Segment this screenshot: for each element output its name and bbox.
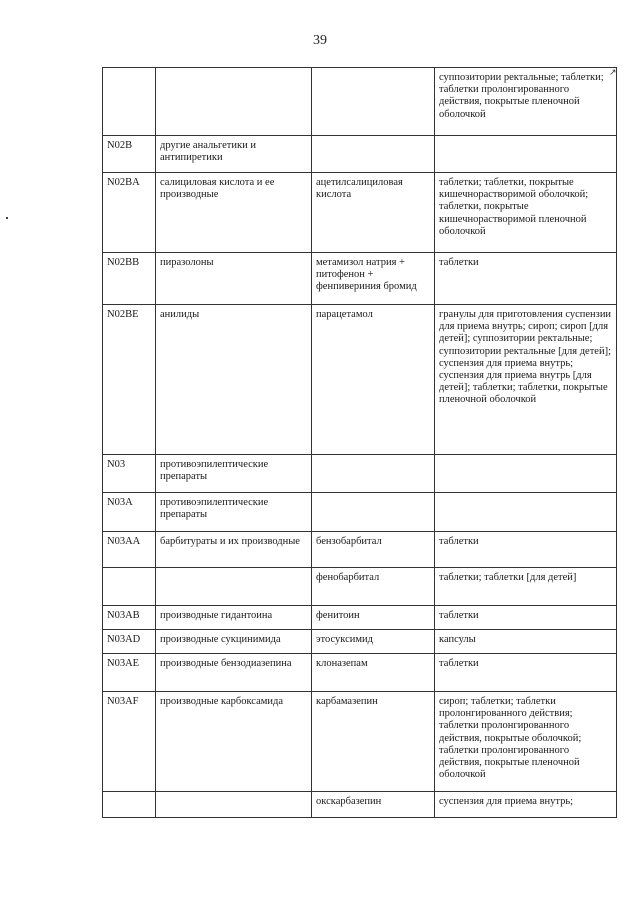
- atc-code-cell: N03AD: [103, 630, 156, 654]
- drug-name-cell: клоназепам: [312, 654, 435, 692]
- drug-name-cell: парацетамол: [312, 305, 435, 455]
- group-cell: производные бензодиазепина: [156, 654, 312, 692]
- dosage-form-cell: таблетки: [435, 532, 617, 568]
- dosage-form-cell: гранулы для приготовления суспензии для приема внутрь; сироп; сироп [для детей]; суппозитории ректальные; суппозитории ректальные [для детей]; суспензия для приема внутрь; суспензия для приема внутрь [для детей]; таблетки; таблетки, покрытые пленочной оболочкой: [435, 305, 617, 455]
- drug-name-cell: фенобарбитал: [312, 568, 435, 606]
- dosage-form-cell: таблетки; таблетки [для детей]: [435, 568, 617, 606]
- scan-speck: [6, 217, 8, 219]
- group-cell: [156, 68, 312, 136]
- table-row: [103, 253, 617, 305]
- drug-name-cell: бензобарбитал: [312, 532, 435, 568]
- drug-name-cell: [312, 68, 435, 136]
- atc-code-cell: N02BA: [103, 173, 156, 253]
- table-row: [103, 568, 617, 606]
- table-row: [103, 455, 617, 493]
- group-cell: анилиды: [156, 305, 312, 455]
- dosage-form-cell: таблетки; таблетки, покрытые кишечнорастворимой оболочкой; таблетки, покрытые кишечнорастворимой пленочной оболочкой: [435, 173, 617, 253]
- drug-name-cell: ацетилсалициловая кислота: [312, 173, 435, 253]
- table-row: [103, 68, 617, 136]
- atc-code-cell: [103, 68, 156, 136]
- atc-code-cell: [103, 792, 156, 818]
- dosage-form-cell: [435, 455, 617, 493]
- group-cell: [156, 568, 312, 606]
- group-cell: производные сукцинимида: [156, 630, 312, 654]
- atc-code-cell: N03: [103, 455, 156, 493]
- table-row: [103, 493, 617, 532]
- group-cell: салициловая кислота и ее производные: [156, 173, 312, 253]
- atc-code-cell: N02BB: [103, 253, 156, 305]
- drug-name-cell: [312, 455, 435, 493]
- page-number: 39: [313, 33, 327, 48]
- table-row: [103, 173, 617, 253]
- atc-code-cell: N03AE: [103, 654, 156, 692]
- atc-code-cell: [103, 568, 156, 606]
- table-row: [103, 606, 617, 630]
- group-cell: [156, 792, 312, 818]
- atc-code-cell: N03AB: [103, 606, 156, 630]
- dosage-form-cell: [435, 493, 617, 532]
- drug-name-cell: метамизол натрия + питофенон + фенпивериния бромид: [312, 253, 435, 305]
- group-cell: противоэпилептические препараты: [156, 455, 312, 493]
- drug-name-cell: окскарбазепин: [312, 792, 435, 818]
- atc-code-cell: N02BE: [103, 305, 156, 455]
- dosage-form-cell: [435, 136, 617, 173]
- group-cell: другие анальгетики и антипиретики: [156, 136, 312, 173]
- drug-name-cell: фенитоин: [312, 606, 435, 630]
- group-cell: пиразолоны: [156, 253, 312, 305]
- scan-mark: ↗: [609, 68, 617, 78]
- table-row: [103, 136, 617, 173]
- dosage-form-cell: сироп; таблетки; таблетки пролонгированного действия; таблетки пролонгированного действия, покрытые оболочкой; таблетки пролонгированного действия, покрытые пленочной оболочкой: [435, 692, 617, 792]
- group-cell: противоэпилептические препараты: [156, 493, 312, 532]
- dosage-form-cell: таблетки: [435, 253, 617, 305]
- group-cell: производные гидантоина: [156, 606, 312, 630]
- drug-name-cell: карбамазепин: [312, 692, 435, 792]
- atc-code-cell: N03AA: [103, 532, 156, 568]
- dosage-form-cell: капсулы: [435, 630, 617, 654]
- dosage-form-cell: таблетки: [435, 606, 617, 630]
- group-cell: барбитураты и их производные: [156, 532, 312, 568]
- group-cell: производные карбоксамида: [156, 692, 312, 792]
- drug-name-cell: [312, 136, 435, 173]
- dosage-form-cell: суспензия для приема внутрь;: [435, 792, 617, 818]
- dosage-form-cell: таблетки: [435, 654, 617, 692]
- table-row: [103, 630, 617, 654]
- table-row: [103, 305, 617, 455]
- dosage-form-cell: суппозитории ректальные; таблетки; таблетки пролонгированного действия, покрытые пленочной оболочкой: [435, 68, 617, 136]
- drug-name-cell: этосуксимид: [312, 630, 435, 654]
- atc-code-cell: N03A: [103, 493, 156, 532]
- atc-code-cell: N03AF: [103, 692, 156, 792]
- drug-table: [102, 67, 617, 818]
- table-row: [103, 654, 617, 692]
- drug-name-cell: [312, 493, 435, 532]
- table-row: [103, 532, 617, 568]
- table-row: [103, 692, 617, 792]
- table-row: [103, 792, 617, 818]
- atc-code-cell: N02B: [103, 136, 156, 173]
